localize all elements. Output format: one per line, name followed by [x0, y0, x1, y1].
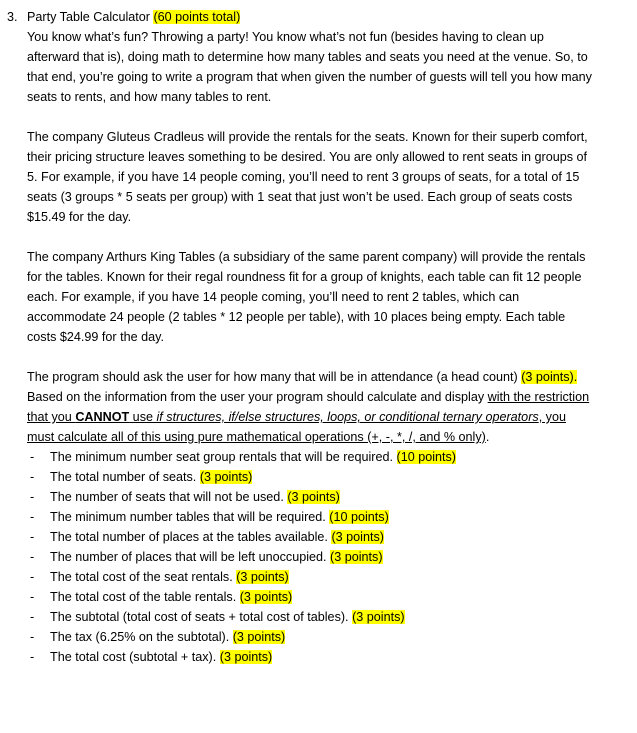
requirement-text: The total number of seats. [50, 470, 197, 484]
list-item [27, 467, 595, 487]
bullet-dash: - [30, 630, 35, 644]
requirement-points: (3 points) [352, 610, 405, 624]
requirement-text: The number of places that will be left unoccupied. [50, 550, 327, 564]
requirement-text: The total cost of the seat rentals. [50, 570, 233, 584]
requirement-text: The minimum number seat group rentals that will be required. [50, 450, 393, 464]
requirement-text: The subtotal (total cost of seats + total cost of tables). [50, 610, 349, 624]
bullet-dash: - [30, 470, 35, 484]
requirement-text: The total number of places at the tables available. [50, 530, 328, 544]
tables-paragraph: The company Arthurs King Tables (a subsidiary of the same parent company) will provide the rentals for the tables. Known for their regal roundness fit for a group of knights, each table can fit 12 people each. For example, if you have 14 people coming, you’ll need to rent 2 tables, which can accommodate 24 people (2 tables * 12 people per table), with 10 places being empty. Each table costs $24.99 for the day. [27, 250, 586, 344]
requirement-points: (10 points) [329, 510, 389, 524]
requirement-text: The total cost of the table rentals. [50, 590, 237, 604]
bullet-dash: - [30, 570, 35, 584]
question-heading [27, 7, 595, 27]
list-item [27, 567, 595, 587]
input-prompt-paragraph [27, 367, 595, 387]
requirement-text: The minimum number tables that will be required. [50, 510, 326, 524]
list-item [27, 507, 595, 527]
restriction-part3: , you must calculate all of this using pure mathematical operations (+, -, *, /, and % only) [27, 410, 566, 444]
requirement-points: (3 points) [331, 530, 384, 544]
cannot-emphasis: CANNOT [75, 410, 130, 424]
total-points-badge: (60 points total) [153, 10, 241, 24]
bullet-dash: - [30, 450, 35, 464]
bullet-dash: - [30, 530, 35, 544]
question-content [27, 7, 595, 667]
restriction-part1: with the restriction that you [27, 390, 590, 424]
restriction-structures: if structures, if/else structures, loops, or conditional ternary operators [156, 410, 539, 424]
bullet-dash: - [30, 510, 35, 524]
requirement-text: The number of seats that will not be used. [50, 490, 284, 504]
input-prompt-text: The program should ask the user for how many that will be in attendance (a head count) [27, 370, 518, 384]
list-item [27, 547, 595, 567]
requirement-points: (3 points) [219, 650, 273, 664]
bullet-dash: - [30, 550, 35, 564]
restriction-end: . [485, 430, 490, 444]
list-item [27, 487, 595, 507]
bullet-dash: - [30, 590, 35, 604]
list-item [27, 627, 595, 647]
requirement-points: (10 points) [396, 450, 457, 464]
requirement-points: (3 points) [330, 550, 383, 564]
question-number: 3. [7, 10, 18, 24]
bullet-dash: - [30, 650, 35, 664]
requirement-text: The tax (6.25% on the subtotal). [50, 630, 230, 644]
requirement-points: (3 points) [287, 490, 340, 504]
restriction-paragraph [27, 387, 595, 447]
list-item [27, 527, 595, 547]
requirements-list [27, 447, 595, 667]
input-prompt-points: (3 points). [521, 370, 578, 384]
list-item [27, 607, 595, 627]
list-item [27, 447, 595, 467]
restriction-part2: use [129, 410, 157, 424]
list-item [27, 587, 595, 607]
requirement-text: The total cost (subtotal + tax). [50, 650, 217, 664]
requirement-points: (3 points) [236, 570, 289, 584]
requirement-points: (3 points) [232, 630, 286, 644]
list-item [27, 647, 595, 667]
bullet-dash: - [30, 490, 35, 504]
intro-paragraph: You know what’s fun? Throwing a party! You know what’s not fun (besides having to clean up afterward that is), doing math to determine how many tables and seats you need at the venue. So, to that end, you’re going to write a program that when given the number of guests will tell you how many seats to rents, and how many tables to rent. [27, 30, 592, 104]
bullet-dash: - [30, 610, 35, 624]
requirement-points: (3 points) [199, 470, 253, 484]
question-title: Party Table Calculator [27, 10, 150, 24]
requirement-points: (3 points) [239, 590, 293, 604]
restriction-lead: Based on the information from the user your program should calculate and display [27, 390, 488, 404]
seats-paragraph: The company Gluteus Cradleus will provide the rentals for the seats. Known for their superb comfort, their pricing structure leaves something to be desired. You are only allowed to rent seats in groups of 5. For example, if you have 14 people coming, you’ll need to rent 3 groups of seats, for a total of 15 seats (3 groups * 5 seats per group) with 1 seat that just won’t be used. Each group of seats costs $15.49 for the day. [27, 130, 588, 224]
